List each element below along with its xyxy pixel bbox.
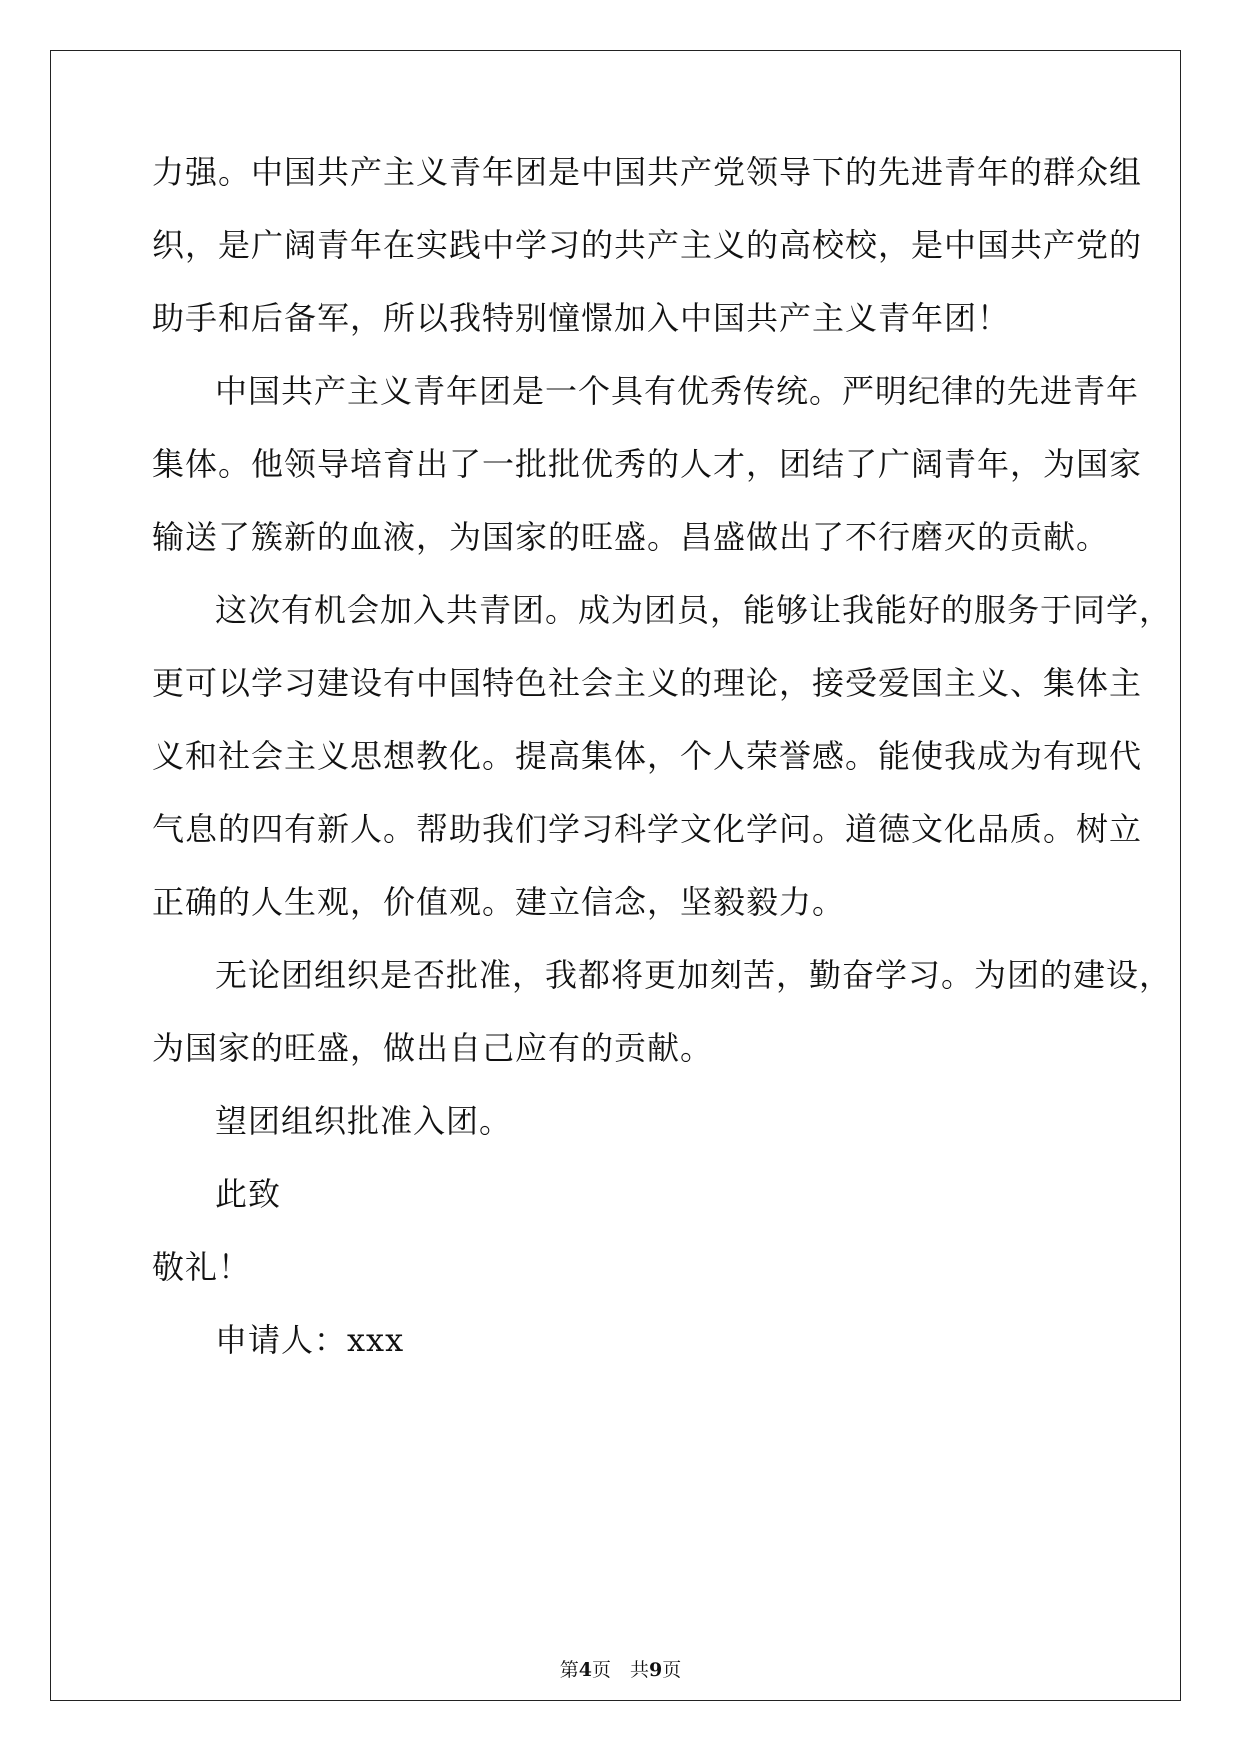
total-page-number: 9 xyxy=(649,1659,663,1681)
text-line: 力强。中国共产主义青年团是中国共产党领导下的先进青年的群众组 xyxy=(152,153,1143,191)
text-line: 助手和后备军，所以我特别憧憬加入中国共产主义青年团！ xyxy=(152,299,1011,337)
text-line: 集体。他领导培育出了一批批优秀的人才，团结了广阔青年，为国家 xyxy=(152,445,1143,483)
page-prefix: 第 xyxy=(559,1659,579,1681)
page-footer xyxy=(0,1658,1241,1682)
paragraph-start: 这次有机会加入共青团。成为团员，能够让我能好的服务于同学， xyxy=(215,591,1173,629)
closing-salutation: 此致 xyxy=(215,1175,282,1213)
text-line: 输送了簇新的血液，为国家的旺盛。昌盛做出了不行磨灭的贡献。 xyxy=(152,518,1110,556)
text-line: 义和社会主义思想教化。提高集体，个人荣誉感。能使我成为有现代 xyxy=(152,737,1143,775)
closing-respect: 敬礼！ xyxy=(152,1248,252,1286)
paragraph-start: 无论团组织是否批准，我都将更加刻苦，勤奋学习。为团的建设， xyxy=(215,956,1173,994)
text-line: 气息的四有新人。帮助我们学习科学文化学问。道德文化品质。树立 xyxy=(152,810,1143,848)
text-line: 正确的人生观，价值观。建立信念，坚毅毅力。 xyxy=(152,883,846,921)
page-separator: 页 共 xyxy=(591,1659,649,1681)
page-suffix: 页 xyxy=(662,1659,682,1681)
text-line: 织，是广阔青年在实践中学习的共产主义的高校校，是中国共产党的 xyxy=(152,226,1143,264)
applicant-signature: 申请人：xxx xyxy=(215,1321,405,1359)
request-line: 望团组织批准入团。 xyxy=(215,1102,513,1140)
current-page-number: 4 xyxy=(578,1659,592,1681)
text-line: 更可以学习建设有中国特色社会主义的理论，接受爱国主义、集体主 xyxy=(152,664,1143,702)
paragraph-start: 中国共产主义青年团是一个具有优秀传统。严明纪律的先进青年 xyxy=(215,372,1140,410)
text-line: 为国家的旺盛，做出自己应有的贡献。 xyxy=(152,1029,714,1067)
